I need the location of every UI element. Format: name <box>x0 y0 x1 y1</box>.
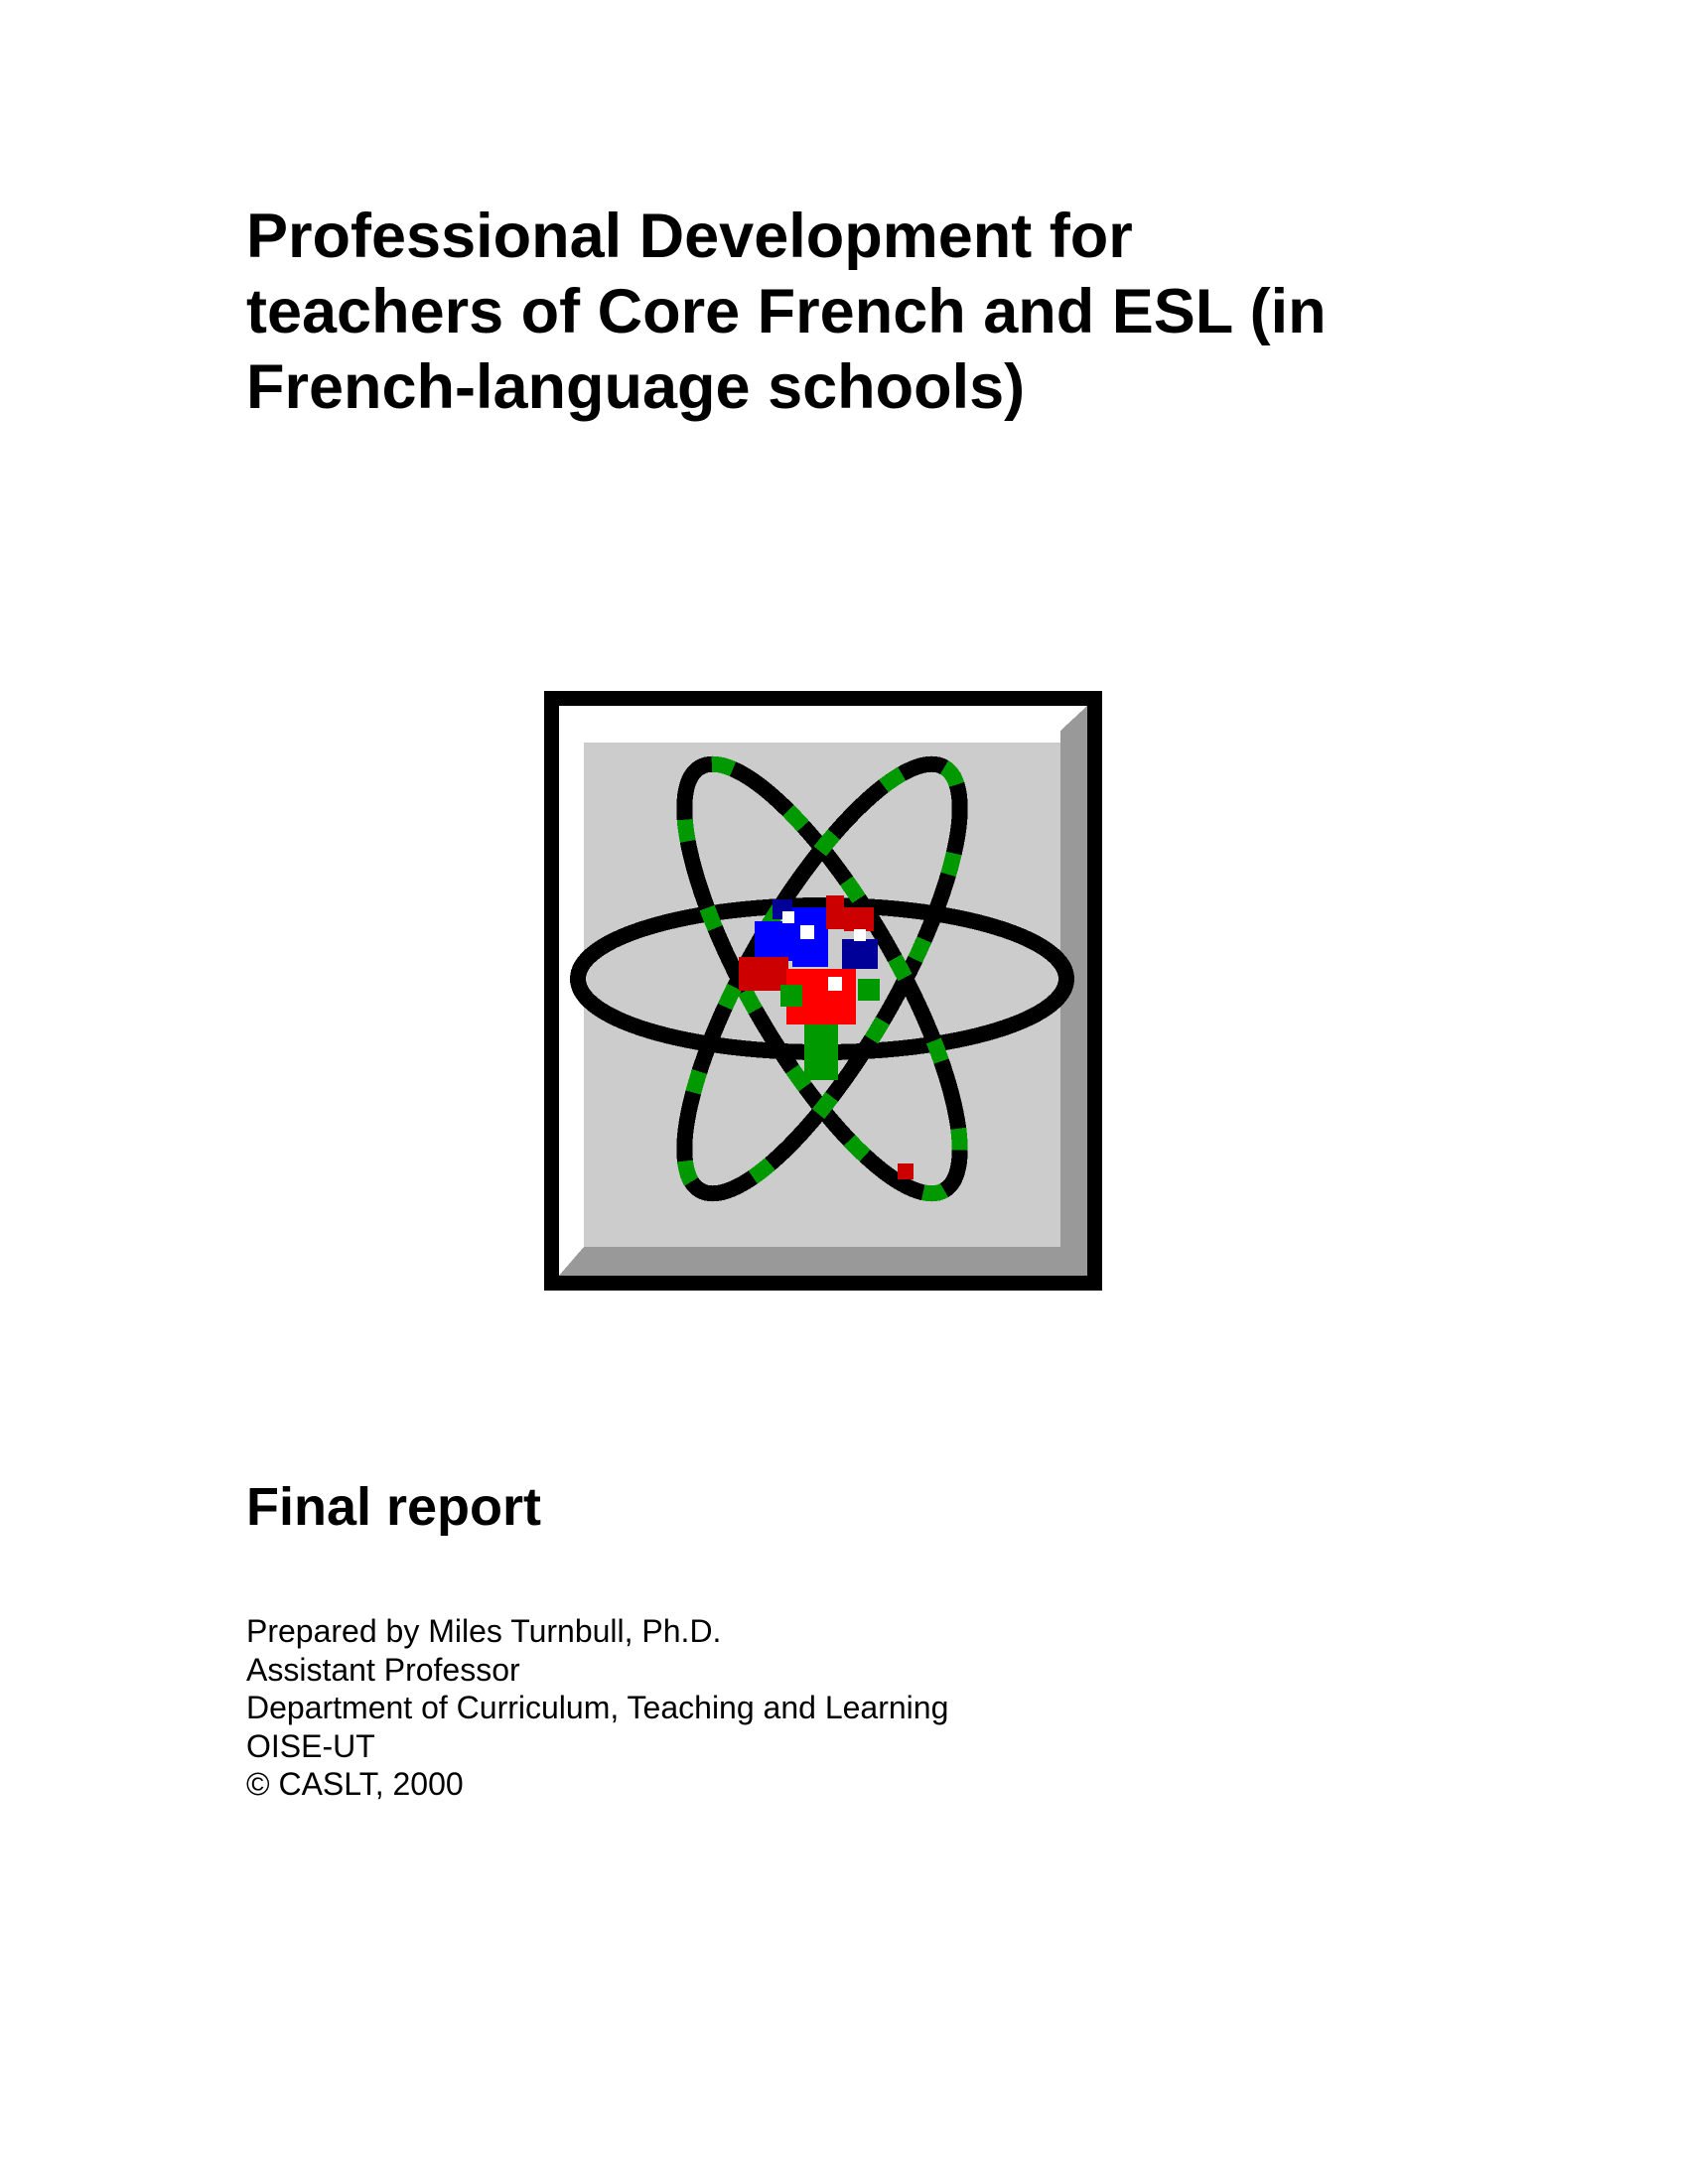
report-subtitle: Final report <box>246 1477 542 1537</box>
credit-institution: OISE-UT <box>246 1727 375 1764</box>
author-credits <box>246 1612 948 1804</box>
credit-department: Department of Curriculum, Teaching and Learning <box>246 1690 949 1725</box>
title-line-3: French-language schools) <box>246 352 1026 422</box>
atom-icon <box>544 691 1102 1291</box>
credit-copyright: © CASLT, 2000 <box>246 1766 464 1802</box>
credit-position: Assistant Professor <box>246 1651 520 1688</box>
document-title <box>246 199 1487 425</box>
credit-prepared-by: Prepared by Miles Turnbull, Ph.D. <box>246 1613 722 1649</box>
title-line-2: teachers of Core French and ESL (in <box>246 277 1327 346</box>
title-line-1: Professional Development for <box>246 202 1133 271</box>
